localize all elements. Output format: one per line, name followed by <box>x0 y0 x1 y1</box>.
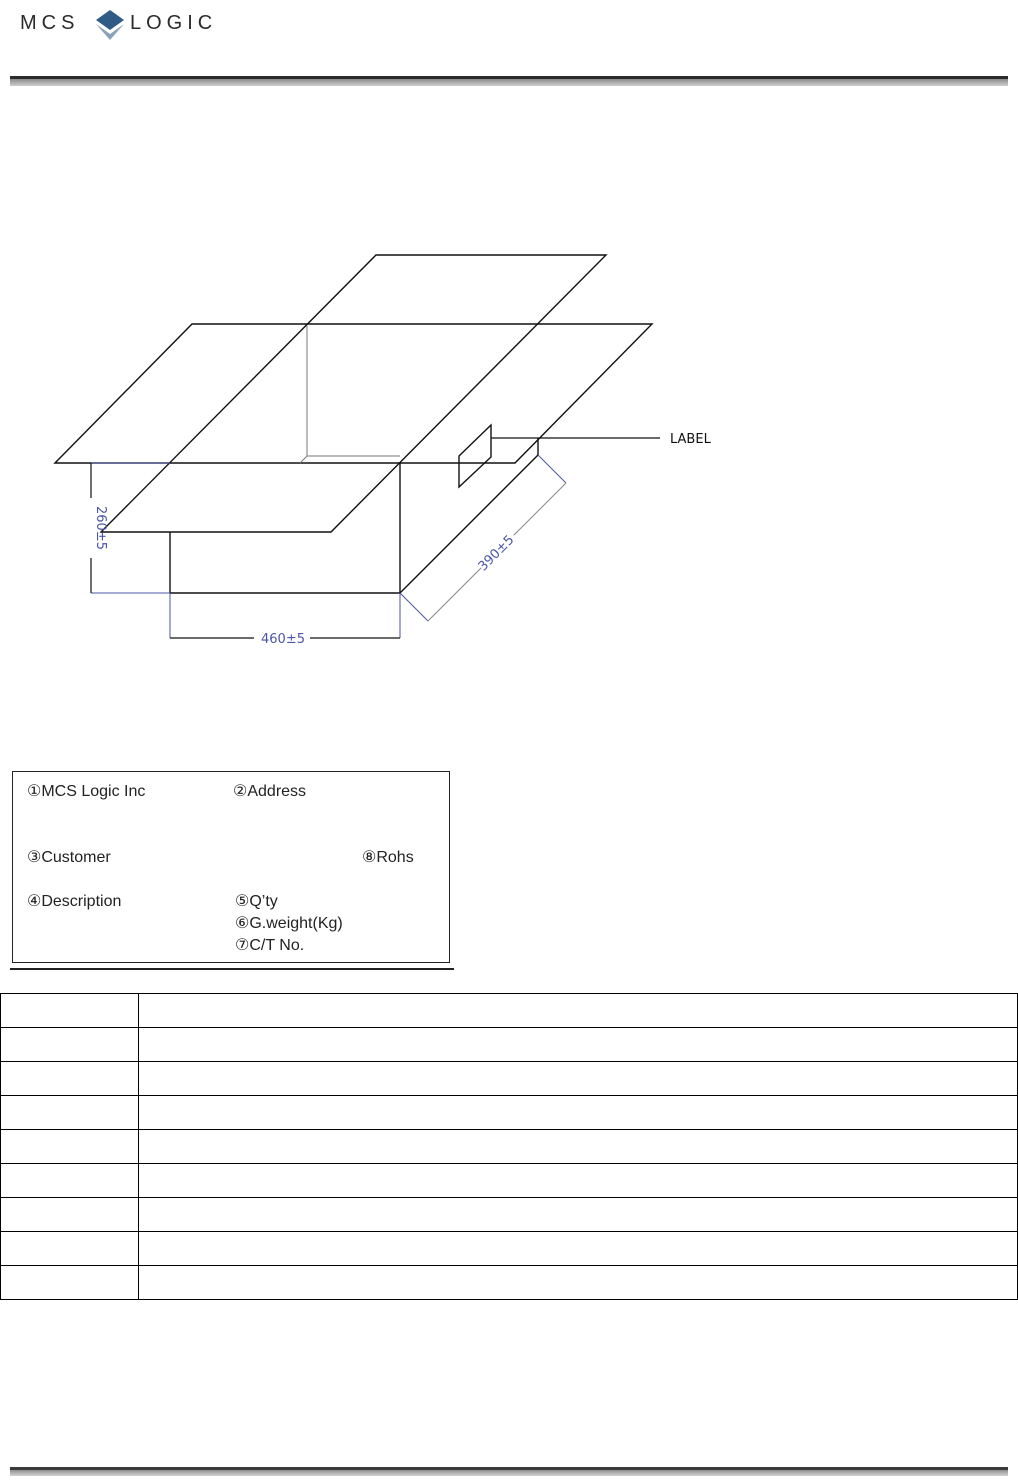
box-inner-corner <box>300 456 307 463</box>
label-field-customer: ③Customer <box>27 849 111 866</box>
mcs-logic-logo-graphic <box>18 6 238 42</box>
height-dimension-text: 260±5 <box>93 506 108 550</box>
label-field-address: ②Address <box>233 783 307 800</box>
label-callout-text: LABEL <box>670 432 711 447</box>
company-logo <box>18 6 238 42</box>
footer-rule <box>10 1467 1008 1476</box>
length-dimension-text: 460±5 <box>261 632 305 647</box>
depth-dim-ext-back <box>538 455 566 483</box>
table-cell-key <box>1 1164 139 1198</box>
table-cell-key <box>1 1232 139 1266</box>
label-sample-underline <box>10 968 454 970</box>
table-cell-value <box>139 1232 1018 1266</box>
table-row <box>1 1062 1018 1096</box>
carton-label-sample <box>12 771 450 963</box>
table-cell-key <box>1 1028 139 1062</box>
table-row <box>1 1232 1018 1266</box>
label-field-carton-number: ⑦C/T No. <box>235 937 305 954</box>
table-row <box>1 1198 1018 1232</box>
table-cell-value <box>139 1062 1018 1096</box>
table-cell-key <box>1 1198 139 1232</box>
depth-dim-ext-front <box>400 593 428 621</box>
box-label-patch <box>459 425 491 487</box>
table-cell-key <box>1 994 139 1028</box>
box-front-flap <box>101 255 606 532</box>
table-row <box>1 1164 1018 1198</box>
box-side-bottom-edge <box>400 455 538 593</box>
spec-table-body <box>1 994 1018 1300</box>
table-row <box>1 1266 1018 1300</box>
table-row <box>1 1130 1018 1164</box>
depth-dimension-text: 390±5 <box>475 532 518 575</box>
table-row <box>1 994 1018 1028</box>
table-cell-value <box>139 1028 1018 1062</box>
table-cell-key <box>1 1062 139 1096</box>
table-cell-value <box>139 1266 1018 1300</box>
table-cell-key <box>1 1096 139 1130</box>
table-row <box>1 1096 1018 1130</box>
spec-table <box>0 993 1018 1300</box>
label-field-company: ①MCS Logic Inc <box>27 783 146 800</box>
label-field-gross-weight: ⑥G.weight(Kg) <box>235 915 343 932</box>
header-rule <box>10 76 1008 86</box>
table-cell-value <box>139 994 1018 1028</box>
logo-text-logic: LOGIC <box>130 12 218 34</box>
table-cell-value <box>139 1130 1018 1164</box>
table-cell-value <box>139 1096 1018 1130</box>
table-cell-key <box>1 1266 139 1300</box>
label-field-rohs: ⑧Rohs <box>362 849 414 866</box>
logo-text-mcs: MCS <box>20 12 80 34</box>
table-row <box>1 1028 1018 1062</box>
table-cell-value <box>139 1164 1018 1198</box>
label-field-quantity: ⑤Q’ty <box>235 893 278 910</box>
table-cell-key <box>1 1130 139 1164</box>
box-packaging-drawing <box>0 230 760 660</box>
label-field-description: ④Description <box>27 893 122 910</box>
box-top-flap <box>55 324 652 463</box>
table-cell-value <box>139 1198 1018 1232</box>
